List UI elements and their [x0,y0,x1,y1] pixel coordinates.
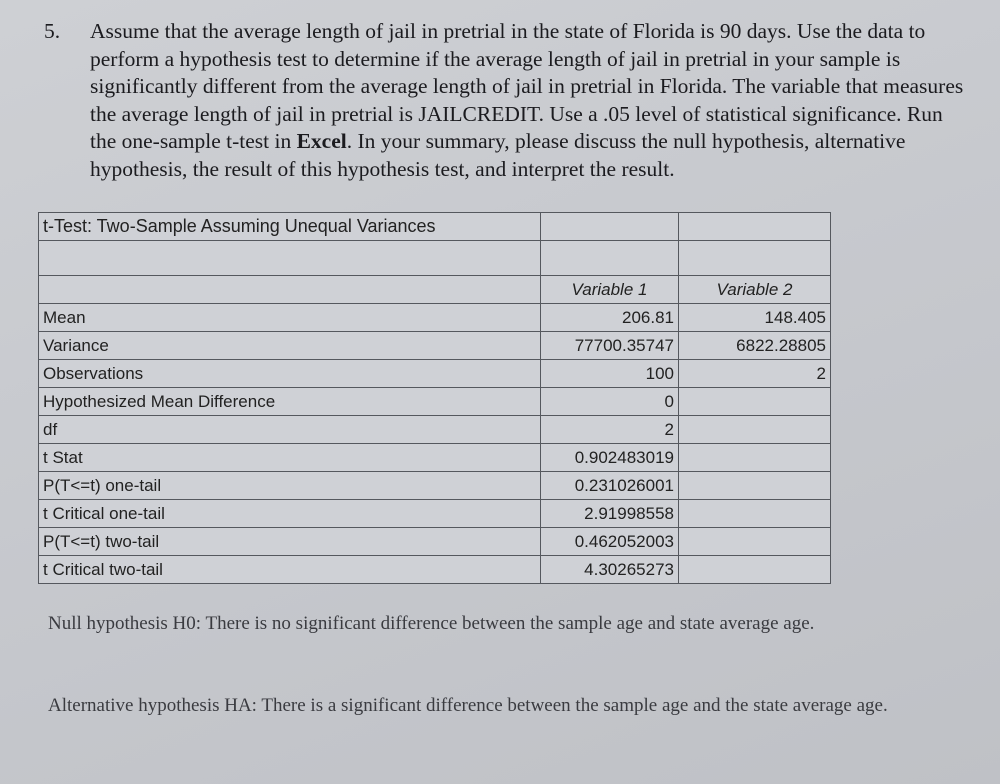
table-header-row [39,276,831,304]
table-blank-row [39,241,831,276]
row-label: df [39,416,541,444]
question-text-part1: Assume that the average length of jail in pretrial in the state of Florida is 90 days. Use the data to perform a hypothesis test to determine if the average length of jail in pretrial in your sample is significantly different from the average length of jail in pretrial in Florida. The variable that measures the average length of jail in pretrial is JAILCREDIT. Use a .05 level of statistical significance. Run the one-sample t-test in [90,19,964,153]
table-row [39,556,831,584]
row-label: t Critical one-tail [39,500,541,528]
table-header-variable-2: Variable 2 [679,276,831,304]
table-row [39,332,831,360]
row-value-1: 4.30265273 [541,556,679,584]
table-cell-empty [541,213,679,241]
ttest-results-table [38,212,831,584]
table-row [39,528,831,556]
row-value-2: 6822.28805 [679,332,831,360]
table-row [39,304,831,332]
row-label: t Critical two-tail [39,556,541,584]
row-label: Observations [39,360,541,388]
row-value-2 [679,416,831,444]
row-value-2 [679,472,831,500]
table-cell-empty [679,213,831,241]
question-text-part2: . In your summary, please discuss the null hypothesis, alternative hypothesis, the result of this hypothesis test, and interpret the result. [90,129,906,181]
alternative-hypothesis-text: Alternative hypothesis HA: There is a significant difference between the sample age and the state average age. [48,695,888,716]
row-value-1: 100 [541,360,679,388]
row-value-1: 2 [541,416,679,444]
table-row [39,500,831,528]
table-cell-empty [39,241,541,276]
row-value-1: 0.231026001 [541,472,679,500]
row-value-2 [679,500,831,528]
row-value-1: 0.902483019 [541,444,679,472]
row-value-2: 148.405 [679,304,831,332]
row-value-1: 0.462052003 [541,528,679,556]
table-cell-empty [541,241,679,276]
row-label: Hypothesized Mean Difference [39,388,541,416]
row-value-2: 2 [679,360,831,388]
table-row [39,416,831,444]
row-value-1: 77700.35747 [541,332,679,360]
row-value-1: 0 [541,388,679,416]
table-title-row [39,213,831,241]
row-label: t Stat [39,444,541,472]
row-value-2 [679,444,831,472]
null-hypothesis-text: Null hypothesis H0: There is no significant difference between the sample age and state average age. [48,613,815,634]
table-cell-empty [679,241,831,276]
table-header-blank [39,276,541,304]
table-row [39,472,831,500]
row-value-2 [679,528,831,556]
question-body [90,18,974,183]
table-row [39,444,831,472]
table-header-variable-1: Variable 1 [541,276,679,304]
row-label: P(T<=t) two-tail [39,528,541,556]
row-value-1: 206.81 [541,304,679,332]
row-label: P(T<=t) one-tail [39,472,541,500]
row-value-2 [679,556,831,584]
row-label: Mean [39,304,541,332]
table-row [39,360,831,388]
row-value-1: 2.91998558 [541,500,679,528]
question-text [44,18,974,183]
row-value-2 [679,388,831,416]
table-row [39,388,831,416]
table-title: t-Test: Two-Sample Assuming Unequal Variances [39,213,541,241]
row-label: Variance [39,332,541,360]
question-number: 5. [44,19,61,43]
question-emphasis: Excel [296,129,347,153]
